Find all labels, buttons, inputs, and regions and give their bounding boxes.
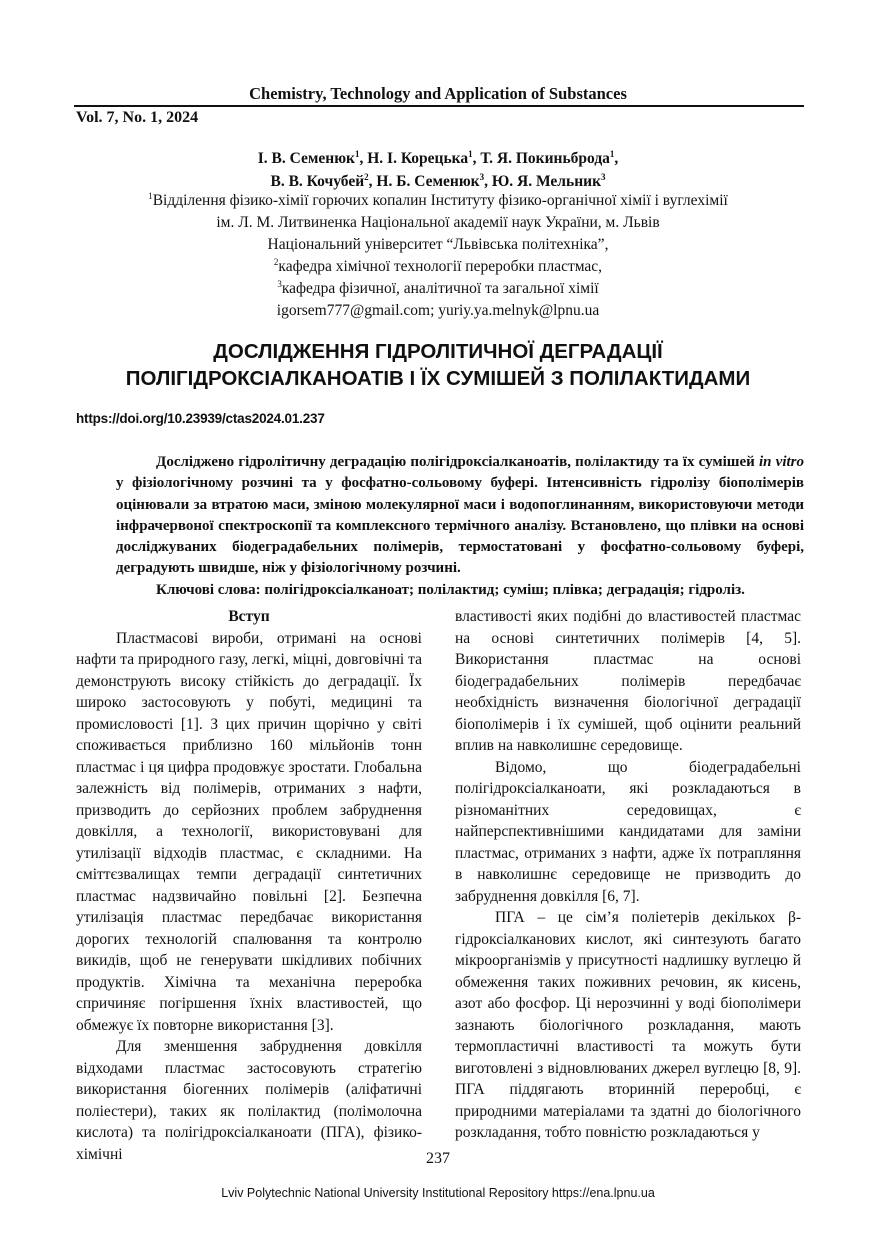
title-line-1: ДОСЛІДЖЕННЯ ГІДРОЛІТИЧНОЇ ДЕГРАДАЦІЇ (213, 340, 663, 363)
doi-link[interactable]: https://doi.org/10.23939/ctas2024.01.237 (76, 411, 325, 426)
paper-title (0, 338, 876, 392)
affiliation-text: кафедра хімічної технології переробки пластмас, (278, 258, 603, 275)
author-name: , Н. Б. Семенюк (368, 173, 480, 190)
author-name: І. В. Семенюк (257, 150, 355, 167)
abstract (116, 452, 804, 601)
abstract-part: у фізіологічному розчині та у фосфатно-сольовому буфері. Інтенсивність гідролізу біополімерів оцінювали за втратою маси, зміною молекулярної маси і водопоглинанням, використовуючи методи інфрачервоної спектроскопії та комплексного термічного аналізу. Встановлено, що плівки на основі досліджуваних біодеградабельних полімерів, термостатовані у фосфатно-сольовому буфері, деградують швидше, ніж у фізіологічному розчині. (116, 475, 804, 577)
author-line-1 (0, 147, 876, 170)
paragraph: Для зменшення забруднення довкілля відходами пластмас застосовують стратегію використання біогенних полімерів (аліфатичні поліестери), таких як полілактид (полімолочна кислота) та полігідроксіалканоати (ПГА), фізико-хімічні (76, 1038, 422, 1163)
affiliation-text: кафедра фізичної, аналітичної та загальної хімії (281, 280, 599, 297)
author-name: , Ю. Я. Мельник (484, 173, 601, 190)
affiliation-mark: 2 (364, 171, 369, 182)
affiliation-2 (0, 256, 876, 278)
affiliation-mark: 3 (277, 278, 282, 289)
author-name: В. В. Кочубей (270, 173, 365, 190)
author-separator: , (614, 150, 619, 167)
paragraph: Пластмасові вироби, отримані на основі нафти та природного газу, легкі, міцні, довговічні та демонструють високу стійкість до деградації. Їх широко застосовують у побуті, медицині та промисловості [1]. З цих причин щорічно у світі споживається приблизно 160 мільйонів тонн пластмас і ця цифра продовжує зростати. Глобальна залежність від полімерів, отриманих з нафти, призводить до серйозних проблем забруднення довкілля, а технології, використовувані для утилізації відходів пластмас, є складними. На сміттєзвалищах темпи деградації синтетичних пластмас надзвичайно повільні [2]. Безпечна утилізація пластмас передбачає використання дорогих технологій спалювання та контролю викидів, щоб не генерувати шкідливих побічних продуктів. Хімічна та механічна переробка спричиняє погіршення їхніх властивостей, що обмежує їх повторне використання [3]. (76, 629, 422, 1034)
affiliation-1 (0, 190, 876, 212)
volume-info: Vol. 7, No. 1, 2024 (76, 109, 199, 126)
affiliations (0, 190, 876, 322)
left-column (76, 606, 422, 1165)
author-name: , Н. І. Корецька (359, 150, 469, 167)
abstract-text (116, 452, 804, 580)
affiliation-mark: 3 (601, 171, 606, 182)
author-list (0, 147, 876, 193)
journal-title: Chemistry, Technology and Application of Substances (249, 84, 627, 103)
abstract-italic: in vitro (758, 454, 805, 470)
paragraph: властивості яких подібні до властивостей пластмас на основі синтетичних полімерів [4, 5]. Використання пластмас на основі біодеградабельних полімерів передбачає необхідність визначення біологічної деградації біополімерів і їх сумішей, щоб оцінити реальний вплив на навколишнє середовище. (455, 608, 801, 754)
affiliation-university: Національний університет “Львівська політехніка”, (267, 236, 609, 253)
keywords: Ключові слова: полігідроксіалканоат; полілактид; суміш; плівка; деградація; гідроліз. (156, 581, 745, 598)
header-rule (74, 105, 804, 107)
abstract-part: Досліджено гідролітичну деградацію полігідроксіалканоатів, полілактиду та їх сумішей (156, 454, 755, 470)
paragraph: Відомо, що біодеградабельні полігідроксіалканоати, які розкладаються в різноманітних середовищах, є найперспективнішими кандидатами для заміни пластмас, отриманих з нафти, адже їх потрапляння в навколишнє середовище не призводить до забруднення довкілля [6, 7]. (455, 758, 801, 905)
affiliation-mark: 1 (468, 148, 473, 159)
repository-footer: Lviv Polytechnic National University Institutional Repository https://ena.lpnu.ua (221, 1186, 655, 1200)
affiliation-mark: 1 (148, 190, 153, 201)
affiliation-3 (0, 278, 876, 300)
affiliation-1b: ім. Л. М. Литвиненка Національної академії наук України, м. Львів (216, 214, 660, 231)
affiliation-mark: 1 (354, 148, 360, 159)
affiliation-text: Відділення фізико-хімії горючих копалин Інституту фізико-органічної хімії і вуглехімії (152, 192, 728, 209)
section-heading: Вступ (228, 608, 270, 625)
affiliation-mark: 3 (479, 171, 485, 182)
title-line-2: ПОЛІГІДРОКСІАЛКАНОАТІВ І ЇХ СУМІШЕЙ З ПОЛІЛАКТИДАМИ (125, 367, 751, 390)
paragraph: ПГА – це сім’я поліетерів декількох β-гідроксіалканових кислот, які синтезують багато мікроорганізмів у присутності надлишку вуглецю й обмеження таких поживних речовин, як кисень, азот або фосфор. Ці нерозчинні у воді біополімери зазнають біологічного розкладання, мають термопластичні властивості та можуть бути виготовлені з відновлюваних джерел вуглецю [8, 9]. ПГА піддягають вторинній переробці, є природними матеріалами та здатні до біологічного розкладання, тобто повністю розкладаються у (455, 909, 801, 1141)
affiliation-mark: 2 (273, 256, 279, 267)
page-number: 237 (426, 1150, 450, 1167)
affiliation-mark: 1 (609, 148, 615, 159)
contact-email: igorsem777@gmail.com; yuriy.ya.melnyk@lpnu.ua (276, 302, 600, 319)
right-column (455, 606, 801, 1144)
author-name: , Т. Я. Покиньброда (472, 150, 610, 167)
